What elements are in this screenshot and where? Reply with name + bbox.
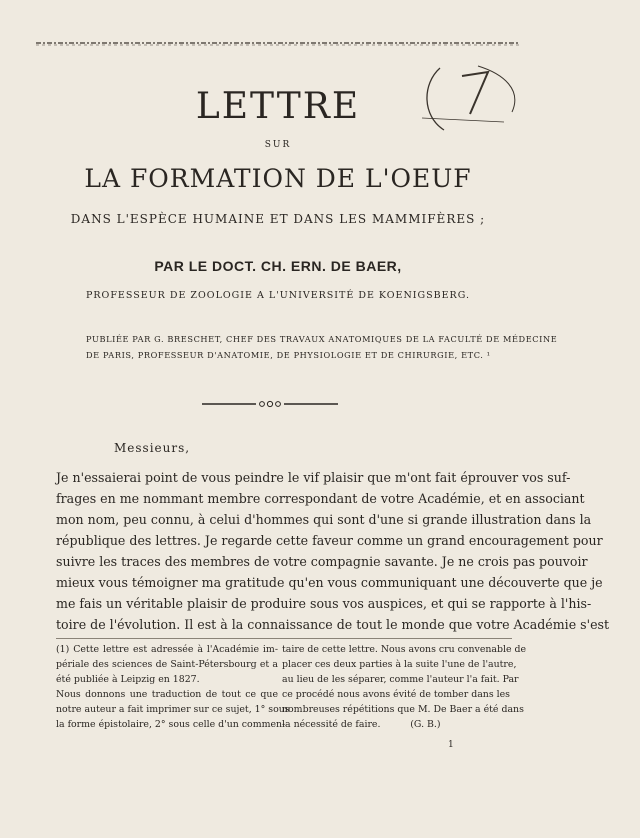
body-line: Je n'essaierai point de vous peindre le vif plaisir que m'ont fait éprouver vos suf-	[56, 470, 571, 485]
title-sur: SUR	[264, 140, 292, 150]
footnote-left-line: été publiée à Leipzig en 1827.	[56, 674, 200, 685]
subtitle: DANS L'ESPÈCE HUMAINE ET DANS LES MAMMIFÈRES ;	[70, 212, 486, 226]
footnote-separator	[56, 638, 512, 639]
ornament-divider	[202, 399, 338, 409]
page-number: 1	[448, 740, 454, 750]
publisher-line-1: PUBLIÉE PAR G. BRESCHET, CHEF DES TRAVAUX ANATOMIQUES DE LA FACULTÉ DE MÉDECINE	[86, 334, 558, 344]
body-line: mieux vous témoigner ma gratitude qu'en vous communiquant une découverte que je	[56, 575, 603, 590]
body-line: me fais un véritable plaisir de produire sous vos auspices, et qui se rapporte à l'his-	[56, 596, 592, 611]
author-line: PAR LE DOCT. CH. ERN. DE BAER,	[154, 258, 402, 274]
main-title: LA FORMATION DE L'OEUF	[84, 164, 472, 193]
body-line: toire de l'évolution. Il est à la connaissance de tout le monde que votre Académie s'est	[56, 617, 610, 632]
body-line: mon nom, peu connu, à celui d'hommes qui sont d'une si grande illustration dans la	[56, 512, 592, 527]
title-lettre: LETTRE	[195, 86, 361, 127]
footnote-left-line: notre auteur a fait imprimer sur ce sujet, 1° sous	[56, 704, 290, 715]
footnote-left-line: périale des sciences de Saint-Pétersbourg et a	[56, 659, 278, 670]
body-line: suivre les traces des membres de votre compagnie savante. Je ne crois pas pouvoir	[56, 554, 588, 569]
body-line: frages en me nommant membre correspondant de votre Académie, et en associant	[56, 491, 585, 506]
decorative-top-rule	[36, 38, 520, 48]
footnote-right-line: nombreuses répétitions que M. De Baer a été dans	[282, 704, 524, 715]
footnote-right-line: ce procédé nous avons évité de tomber dans les	[282, 689, 510, 700]
footnote-left-line: Nous donnons une traduction de tout ce que	[56, 689, 278, 700]
author-title: PROFESSEUR DE ZOOLOGIE A L'UNIVERSITÉ DE KOENIGSBERG.	[86, 290, 470, 301]
footnote-right-line: la nécessité de faire. (G. B.)	[282, 719, 441, 730]
footnote-left-line: (1) Cette lettre est adressée à l'Académie im-	[56, 644, 278, 655]
salutation: Messieurs,	[114, 441, 191, 455]
publisher-line-2: DE PARIS, PROFESSEUR D'ANATOMIE, DE PHYSIOLOGIE ET DE CHIRURGIE, ETC. ¹	[86, 350, 491, 360]
footnote-right-line: placer ces deux parties à la suite l'une de l'autre,	[282, 659, 517, 670]
footnote-right-line: taire de cette lettre. Nous avons cru convenable de	[282, 644, 527, 655]
footnote-right-line: au lieu de les séparer, comme l'auteur l'a fait. Par	[282, 674, 519, 685]
body-line: république des lettres. Je regarde cette faveur comme un grand encouragement pour	[56, 533, 603, 548]
footnote-left-line: la forme épistolaire, 2° sous celle d'un commen-	[56, 719, 286, 730]
